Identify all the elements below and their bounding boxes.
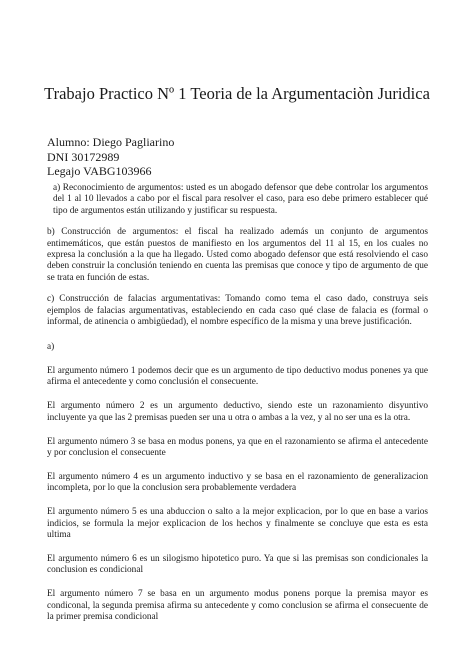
answer-paragraph-4: El argumento número 4 es un argumento inductivo y se basa en el razonamiento de generalizacion incompleta, por lo que la conclusion sera probablemente verdadera (47, 471, 428, 494)
section-c-paragraph: c) Construcción de falacias argumentativas: Tomando como tema el caso dado, construya seis ejemplos de falacias argumentativas, estableciendo en cada caso qué clase de falacia es (formal o informal, de atinencia o ambigüedad), el nombre específico de la misma y una breve justificación. (47, 294, 428, 328)
answer-paragraph-7: El argumento número 7 se basa en un argumento modus ponens porque la premisa mayor es condiconal, la segunda premisa afirma su antecedente y como conclusion se afirma el consecuente de la primer premisa condicional (47, 589, 428, 622)
student-info (47, 135, 174, 179)
document-body (47, 183, 428, 636)
student-legajo: Legajo VABG103966 (47, 164, 152, 178)
answer-paragraph-1: El argumento número 1 podemos decir que es un argumento de tipo deductivo modus ponenes ya que afirma el antecedente y como conclusión el consecuente. (47, 365, 428, 388)
answer-paragraph-3: El argumento número 3 se basa en modus ponens, ya que en el razonamiento se afirma el antecedente y por conclusion el consecuente (47, 436, 428, 458)
answer-paragraph-5: El argumento número 5 es una abduccion o salto a la mejor explicacion, por lo que en base a varios indicios, se formula la mejor explicacion de los hechos y finalmente se concluye que esta es esta ultima (47, 507, 428, 540)
page-title: Trabajo Practico Nº 1 Teoria de la Argumentaciòn Juridica (44, 84, 430, 103)
answer-paragraph-6: El argumento número 6 es un silogismo hipotetico puro. Ya que si las premisas son condicionales la conclusion es condicional (47, 553, 428, 576)
section-b-paragraph: b) Construcción de argumentos: el fiscal ha realizado además un conjunto de argumentos entimemáticos, que están puestos de manifiesto en los argumentos del 11 al 15, en los cuales no expresa la conclusión a la que ha llegado. Usted como abogado defensor que está resolviendo el caso deben construir la conclusión teniendo en cuenta las premisas que conoce y tipo de argumento de que se trata en función de estas. (47, 227, 428, 283)
student-dni: DNI 30172989 (47, 149, 120, 164)
answer-paragraph-2: El argumento número 2 es un argumento deductivo, siendo este un razonamiento disyuntivo incluyente ya que las 2 premisas pueden ser una u otra o ambas a la vez, y al no ser una es la otra. (47, 401, 428, 423)
section-a-paragraph: a) Reconocimiento de argumentos: usted es un abogado defensor que debe controlar los argumentos del 1 al 10 llevados a cabo por el fiscal para resolver el caso, para eso debe primero establecer qué tipo de argumentos están utilizando y justificar su respuesta. (53, 183, 428, 216)
student-name: Alumno: Diego Pagliarino (47, 135, 175, 149)
answer-section-label: a) (47, 342, 55, 353)
